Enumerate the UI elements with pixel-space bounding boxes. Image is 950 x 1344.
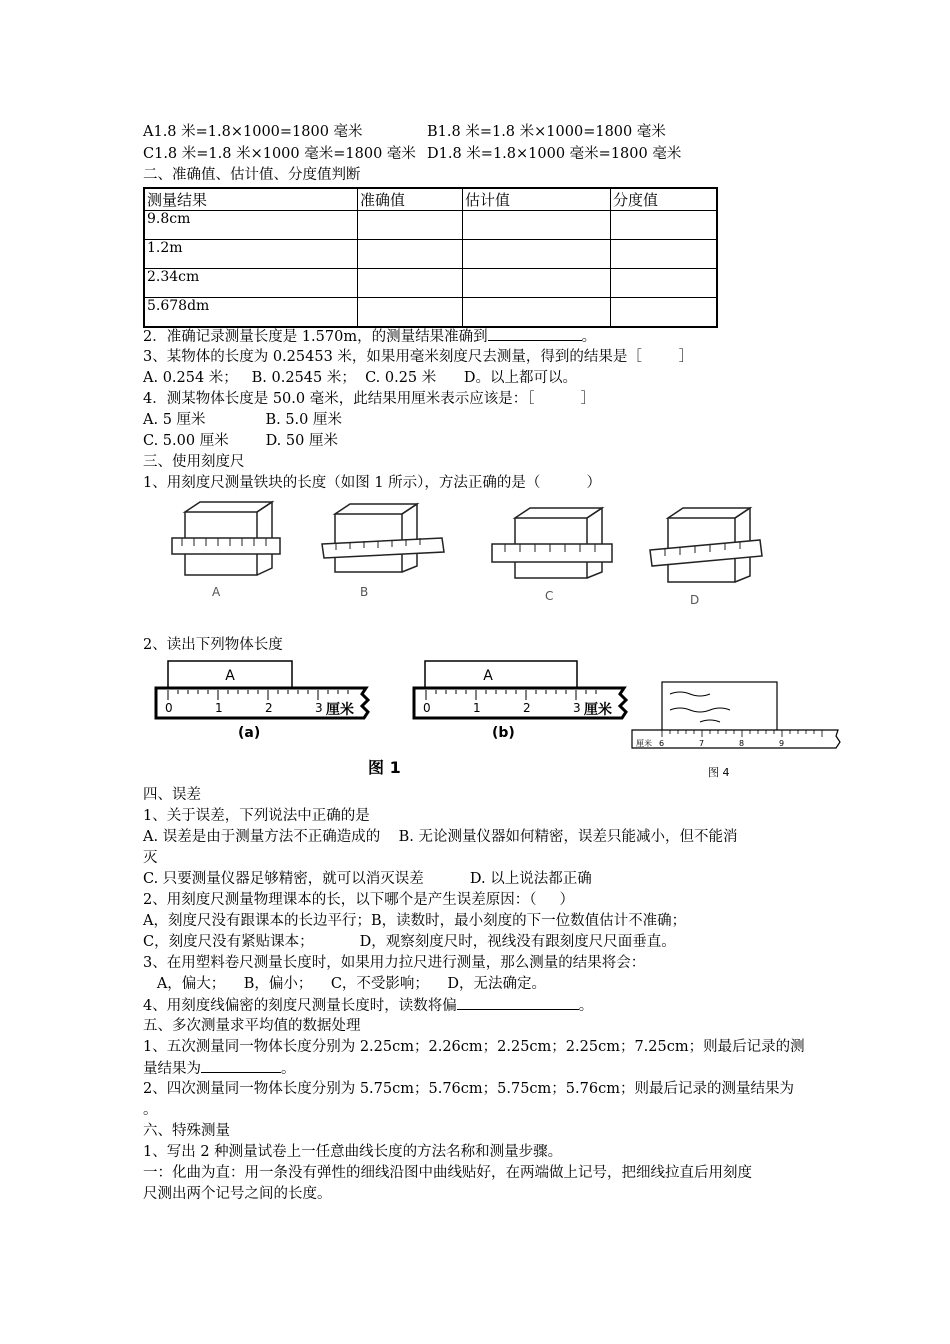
- question-2-2: 2．准确记录测量长度是 1.570m，的测量结果准确到 。: [143, 326, 596, 347]
- figure-label-a: A: [212, 585, 221, 599]
- figure-4: [630, 680, 845, 785]
- ruler-b-figure: [400, 660, 630, 745]
- caption-a: (a): [238, 725, 261, 741]
- block-a: [425, 661, 577, 688]
- tick-label: 0: [165, 701, 173, 715]
- question-4-1: 1、关于误差，下列说法中正确的是: [143, 808, 370, 824]
- question-2-4-ab: A. 5 厘米 B. 5.0 厘米: [143, 412, 342, 428]
- table-cell: 5.678dm: [144, 298, 358, 328]
- question-4-3-options: A，偏大； B，偏小； C，不受影响； D，无法确定。: [143, 976, 546, 992]
- table-header: 测量结果: [144, 188, 358, 211]
- question-2-4: 4．测某物体长度是 50.0 毫米，此结果用厘米表示应该是：［ ］: [143, 391, 596, 407]
- figure-label-c: C: [545, 589, 554, 603]
- figure-ruler-usage: [160, 500, 780, 635]
- question-5-1: 1、五次测量同一物体长度分别为 2.25cm；2.26cm；2.25cm；2.25cm；7.25cm；则最后记录的测: [143, 1039, 805, 1055]
- question-4-2-ab: A，刻度尺没有跟课本的长边平行；B，读数时，最小刻度的下一位数值估计不准确；: [143, 913, 687, 929]
- tick-label: 8: [739, 739, 745, 748]
- question-3-1: 1、用刻度尺测量铁块的长度（如图 1 所示），方法正确的是（ ）: [143, 475, 602, 491]
- section-4-heading: 四、误差: [143, 787, 201, 803]
- question-4-3: 3、在用塑料卷尺测量长度时，如果用力拉尺进行测量，那么测量的结果将会：: [143, 955, 646, 971]
- question-2-3: 3、某物体的长度为 0.25453 米，如果用毫米刻度尺去测量，得到的结果是［ ］: [143, 349, 694, 365]
- question-6-1: 1、写出 2 种测量试卷上一任意曲线长度的方法名称和测量步骤。: [143, 1144, 563, 1160]
- table-cell: 1.2m: [144, 240, 358, 269]
- answer-6-1-cont: 尺测出两个记号之间的长度。: [143, 1186, 332, 1202]
- table-cell: 9.8cm: [144, 211, 358, 240]
- question-4-1-cd: C. 只要测量仪器足够精密，就可以消灭误差 D. 以上说法都正确: [143, 871, 592, 887]
- tick-label: 0: [423, 701, 431, 715]
- table-header: 分度值: [611, 188, 718, 211]
- option-d: D1.8 米=1.8×1000 毫米=1800 毫米: [427, 146, 682, 162]
- figure-1-caption: 图 1: [368, 758, 401, 777]
- table-header: 准确值: [358, 188, 463, 211]
- option-b: B1.8 米=1.8 米×1000=1800 毫米: [427, 124, 666, 140]
- tick-label: 3: [573, 701, 581, 715]
- tick-label: 1: [215, 701, 223, 715]
- figure-label-d: D: [690, 593, 700, 607]
- tick-label: 3: [315, 701, 323, 715]
- section-3-heading: 三、使用刻度尺: [143, 454, 245, 470]
- question-4-2-cd: C，刻度尺没有紧贴课本； D，观察刻度尺时，视线没有跟刻度尺尺面垂直。: [143, 934, 676, 950]
- question-4-4: 4、用刻度线偏密的刻度尺测量长度时，读数将偏 。: [143, 995, 593, 1016]
- block-a-label: A: [483, 668, 493, 684]
- section-6-heading: 六、特殊测量: [143, 1123, 230, 1139]
- figure-label-b: B: [360, 585, 369, 599]
- question-5-2-cont: 。: [143, 1102, 158, 1118]
- question-4-2: 2、用刻度尺测量物理课本的长，以下哪个是产生误差原因：（ ）: [143, 892, 575, 908]
- unit-label: 厘米: [326, 702, 354, 718]
- section-2-heading: 二、准确值、估计值、分度值判断: [143, 167, 361, 183]
- caption-fig4: 图 4: [708, 766, 730, 779]
- section-5-heading: 五、多次测量求平均值的数据处理: [143, 1018, 361, 1034]
- tick-label: 6: [659, 739, 665, 748]
- tick-label: 2: [265, 701, 273, 715]
- judgement-table: [143, 187, 718, 328]
- question-3-2: 2、读出下列物体长度: [143, 637, 283, 653]
- block-a-label: A: [225, 668, 235, 684]
- question-5-2: 2、四次测量同一物体长度分别为 5.75cm；5.76cm；5.75cm；5.76cm；则最后记录的测量结果为: [143, 1081, 794, 1097]
- question-4-1-ab: A. 误差是由于测量方法不正确造成的 B. 无论测量仪器如何精密，误差只能减小，但不能消: [143, 829, 738, 845]
- table-cell: 2.34cm: [144, 269, 358, 298]
- question-2-4-cd: C. 5.00 厘米 D. 50 厘米: [143, 433, 338, 449]
- caption-b: (b): [492, 725, 515, 741]
- answer-6-1: 一：化曲为直：用一条没有弹性的细线沿图中曲线贴好，在两端做上记号，把细线拉直后用刻度: [143, 1165, 752, 1181]
- question-2-3-options: A. 0.254 米； B. 0.2545 米； C. 0.25 米 D。以上都可以。: [143, 370, 578, 386]
- table-header: 估计值: [463, 188, 611, 211]
- tick-label: 7: [699, 739, 705, 748]
- tick-label: 2: [523, 701, 531, 715]
- unit-label: 厘米: [636, 739, 652, 748]
- option-a: A1.8 米=1.8×1000=1800 毫米: [143, 124, 363, 140]
- unit-label: 厘米: [584, 702, 612, 718]
- tick-label: 1: [473, 701, 481, 715]
- question-4-1-ab-cont: 灭: [143, 850, 158, 866]
- ruler-a-figure: [150, 660, 380, 745]
- option-c: C1.8 米=1.8 米×1000 毫米=1800 毫米: [143, 146, 416, 162]
- tick-label: 9: [779, 739, 785, 748]
- question-5-1-cont: 量结果为 。: [143, 1058, 296, 1079]
